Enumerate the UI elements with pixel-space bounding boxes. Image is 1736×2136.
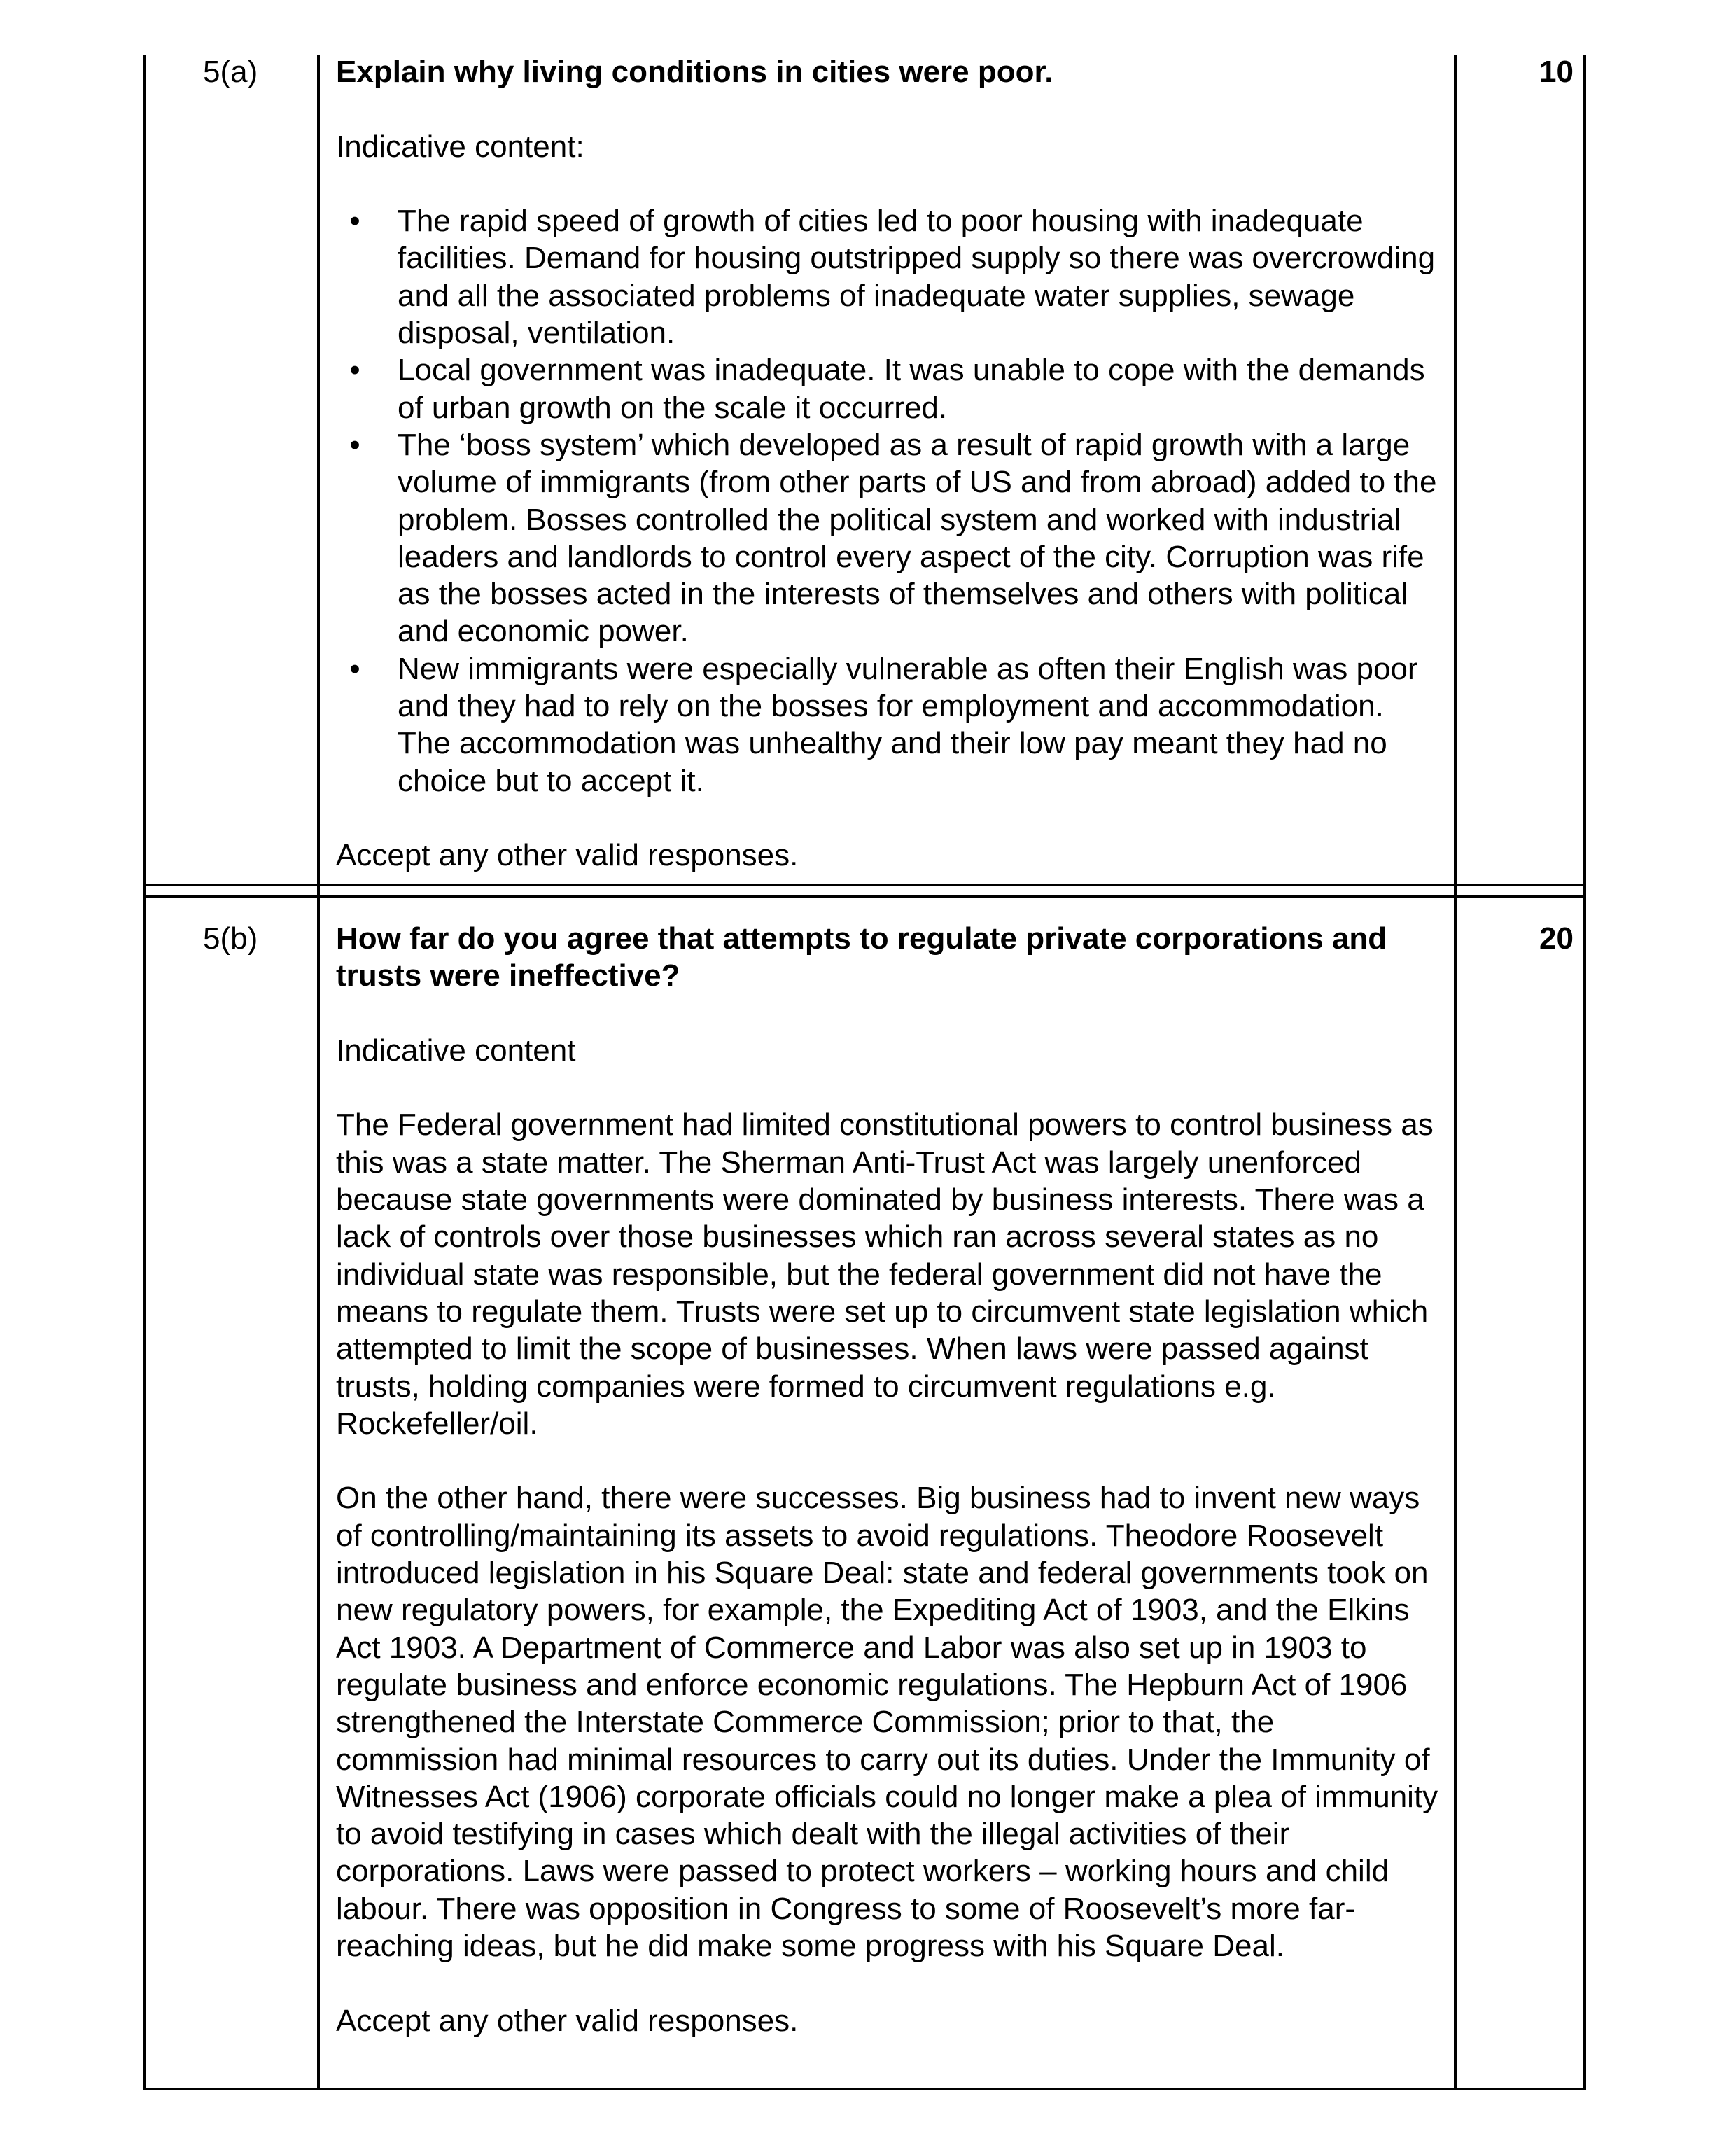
bullet-item: • The ‘boss system’ which developed as a result of rapid growth with a large volume of immigrants (from other parts of US and from abroad) added to the problem. Bosses controlled the political system and worked with industrial leaders and landlords to control every aspect of the city. Corruption was rife as the bosses acted in the interests of themselves and others with political and economic power.	[336, 426, 1442, 650]
bullet-icon: •	[349, 651, 360, 686]
answer-content	[336, 920, 1442, 2039]
bullet-item: • The rapid speed of growth of cities led to poor housing with inadequate facilities. Demand for housing outstripped supply so there was overcrowding and all the associated problems of inadequate water supplies, sewage disposal, ventilation.	[336, 202, 1442, 351]
bullet-icon: •	[349, 204, 360, 239]
bullet-icon: •	[349, 353, 360, 388]
question-text: Explain why living conditions in cities were poor.	[336, 55, 1054, 89]
question-text: How far do you agree that attempts to regulate private corporations and trusts were ineffective?	[336, 921, 1387, 993]
table-left-border	[143, 55, 146, 2090]
table-bottom-border	[143, 2088, 1586, 2090]
accept-note: Accept any other valid responses.	[336, 838, 799, 873]
marks-value: 20	[1539, 921, 1574, 956]
question-number: 5(a)	[203, 55, 258, 89]
table-right-border	[1583, 55, 1586, 2090]
row-separator-bottom	[143, 895, 1586, 898]
row-separator-top	[143, 884, 1586, 886]
answer-content	[336, 53, 1442, 874]
question-number: 5(b)	[203, 921, 258, 956]
body-paragraph: On the other hand, there were successes. Big business had to invent new ways of controlling/maintaining its assets to avoid regulations. Theodore Roosevelt introduced legislation in his Square Deal: state and federal governments took on new regulatory powers, for example, the Expediting Act of 1903, and the Elkins Act 1903. A Department of Commerce and Labor was also set up in 1903 to regulate business and enforce economic regulations. The Hepburn Act of 1906 strengthened the Interstate Commerce Commission; prior to that, the commission had minimal resources to carry out its duties. Under the Immunity of Witnesses Act (1906) corporate officials could no longer make a plea of immunity to avoid testifying in cases which dealt with the illegal activities of their corporations. Laws were passed to protect workers – working hours and child labour. There was opposition in Congress to some of Roosevelt’s more far-reaching ideas, but he did make some progress with his Square Deal.	[336, 1481, 1438, 1964]
indicative-content-heading: Indicative content:	[336, 129, 584, 164]
bullet-list	[336, 202, 1442, 800]
column-divider-2	[1454, 55, 1457, 2090]
marks-value: 10	[1539, 55, 1574, 89]
accept-note: Accept any other valid responses.	[336, 2003, 799, 2038]
bullet-icon: •	[349, 427, 360, 462]
column-divider-1	[317, 55, 320, 2090]
bullet-item: • New immigrants were especially vulnerable as often their English was poor and they had to rely on the bosses for employment and accommodation. The accommodation was unhealthy and their low pay meant they had no choice but to accept it.	[336, 650, 1442, 800]
indicative-content-heading: Indicative content	[336, 1033, 576, 1068]
bullet-item: • Local government was inadequate. It was unable to cope with the demands of urban growth on the scale it occurred.	[336, 351, 1442, 426]
body-paragraph: The Federal government had limited constitutional powers to control business as this was a state matter. The Sherman Anti-Trust Act was largely unenforced because state governments were dominated by business interests. There was a lack of controls over those businesses which ran across several states as no individual state was responsible, but the federal government did not have the means to regulate them. Trusts were set up to circumvent state legislation which attempted to limit the scope of businesses. When laws were passed against trusts, holding companies were formed to circumvent regulations e.g. Rockefeller/oil.	[336, 1108, 1434, 1441]
